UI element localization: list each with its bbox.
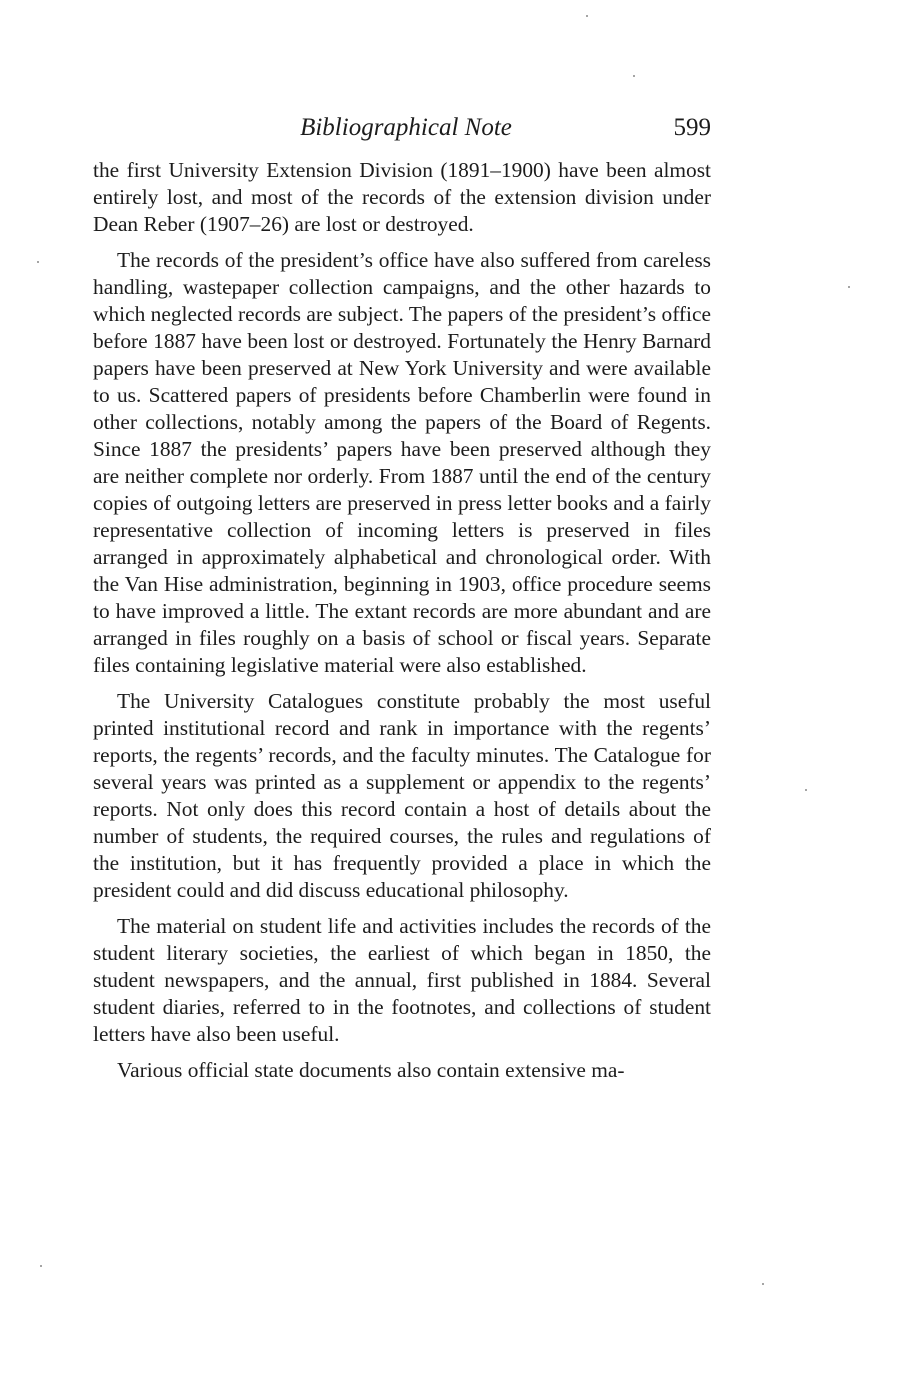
running-title: Bibliographical Note xyxy=(300,114,512,141)
paragraph-student-life: The material on student life and activities includes the records of the student literary societies, the earliest of which began in 1850, the student newspapers, and the annual, first published in 1884. Several student diaries, referred to in the footnotes, and collections of student letters have also been useful. xyxy=(93,914,711,1046)
scan-speck xyxy=(848,286,850,288)
scan-speck xyxy=(586,15,588,17)
scan-speck xyxy=(37,261,39,263)
scan-speck xyxy=(805,789,807,791)
paragraph-president-office-records: The records of the president’s office have also suffered from careless handling, wastepaper collection campaigns, and the other hazards to which neglected records are subject. The papers of the president’s office before 1887 have been lost or destroyed. Fortunately the Henry Barnard papers have been preserved at New York University and were available to us. Scattered papers of presidents before Chamberlin were found in other collections, notably among the papers of the Board of Regents. Since 1887 the presidents’ papers have been preserved although they are neither complete nor orderly. From 1887 until the end of the century copies of outgoing letters are preserved in press letter books and a fairly representative collection of incoming letters is preserved in files arranged in approximately alphabetical and chronological order. With the Van Hise administration, beginning in 1903, office procedure seems to have improved a little. The extant records are more abundant and are arranged in files roughly on a basis of school or fiscal years. Separate files containing legislative material were also established. xyxy=(93,248,711,677)
scan-speck xyxy=(762,1283,764,1285)
scan-speck xyxy=(633,75,635,77)
paragraph-state-documents: Various official state documents also contain extensive ma- xyxy=(117,1058,625,1082)
scan-speck xyxy=(40,1265,42,1267)
running-head xyxy=(93,111,711,145)
body-text xyxy=(93,157,711,1093)
paragraph-extension-records: the first University Extension Division (1891–1900) have been almost entirely lost, and most of the records of the extension division under Dean Reber (1907–26) are lost or destroyed. xyxy=(93,158,711,236)
paragraph-university-catalogues: The University Catalogues constitute probably the most useful printed institutional record and rank in importance with the regents’ reports, the regents’ records, and the faculty minutes. The Catalogue for several years was printed as a supplement or appendix to the regents’ reports. Not only does this record contain a host of details about the number of students, the required courses, the rules and regulations of the institution, but it has frequently provided a place in which the president could and did discuss educational philosophy. xyxy=(93,689,711,902)
page-number: 599 xyxy=(673,114,711,141)
